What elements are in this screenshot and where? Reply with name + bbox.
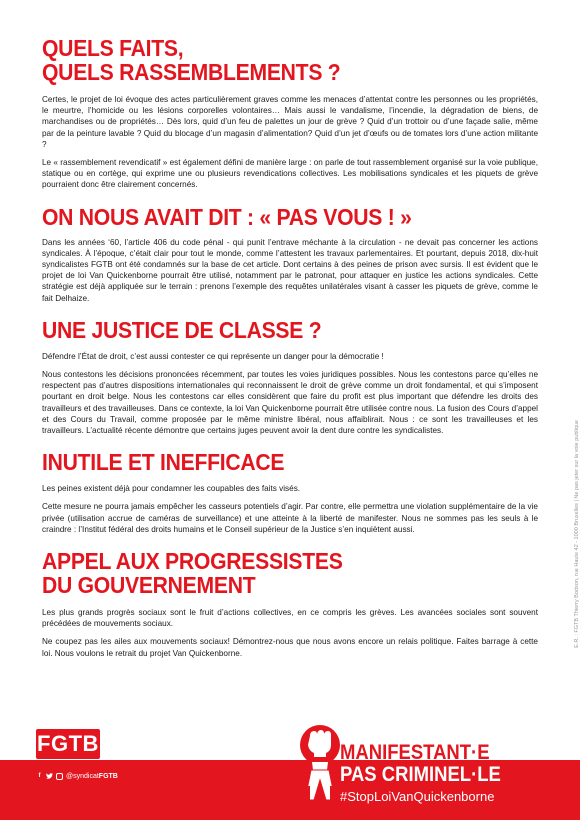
twitter-icon[interactable] — [46, 773, 53, 780]
article-body — [42, 36, 538, 659]
paragraph: Dans les années ‘60, l’article 406 du code pénal - qui punit l’entrave méchante à la circulation - ne devait pas concerner les actions syndicales. À l’époque, c’était clair pour tout le monde, comme l’attestent les travaux parlementaires. Et pourtant, depuis 2018, dix-huit syndicalistes FGTB ont été condamnés sur la base de cet article. Dont certains à des peines de prison avec sursis. Il est évident que le projet de loi Van Quickenborne pourrait être utilisé, notamment par le patronat, pour attaquer en justice les actions syndicales. Cette stratégie est déjà appliquée sur le terrain : prenons l’exemple des requêtes unilatérales visant à casser les piquets de grève, comme le fait Delhaize. — [42, 237, 538, 303]
publisher-note: E.R. : FGTB Thierry Bodson, rue Haute 42 - 1000 Bruxelles | Ne pas jeter sur la voie publique — [574, 420, 580, 648]
paragraph: Le « rassemblement revendicatif » est également défini de manière large : on parle de tout rassemblement organisé sur la voie publique, statique ou en cortège, qui exprime une ou plusieurs revendications collectives. Les mobilisations syndicales et les piquets de grève pourraient donc être clairement concernés. — [42, 158, 538, 190]
paragraph: Ne coupez pas les ailes aux mouvements sociaux! Démontrez-nous que nous avons encore un relais politique. Faites barrage à cette loi. Nous voulons le retrait du projet Van Quickenborne. — [42, 637, 538, 658]
section-title: QUELS FAITS, QUELS RASSEMBLEMENTS ? — [42, 35, 341, 85]
section-pas-vous — [42, 205, 538, 304]
section-faits — [42, 36, 538, 191]
hashtag[interactable]: #StopLoiVanQuickenborne — [340, 789, 495, 804]
slogan-line-2: PAS CRIMINEL·LE — [340, 763, 501, 786]
section-title: ON NOUS AVAIT DIT : « PAS VOUS ! » — [42, 203, 412, 230]
paragraph: Les peines existent déjà pour condamner les coupables des faits visés. — [42, 484, 301, 494]
section-justice — [42, 318, 538, 436]
section-title: INUTILE ET INEFFICACE — [42, 449, 285, 476]
section-title: UNE JUSTICE DE CLASSE ? — [42, 316, 322, 343]
facebook-icon[interactable]: f — [38, 773, 41, 779]
section-inutile — [42, 450, 538, 535]
paragraph: Défendre l’État de droit, c’est aussi contester ce qui représente un danger pour la démocratie ! — [42, 351, 384, 361]
paragraph: Certes, le projet de loi évoque des actes particulièrement graves comme les menaces d’attentat contre les personnes ou les propriétés, le meurtre, l’homicide ou les lésions corporelles volontaires… Mais aussi le vandalisme, l’incendie, la dégradation de biens, de marchandises ou de propriétés… Dès lors, quid d’un feu de palettes un jour de grève ? Quid d’un trottoir ou d’une façade salie, même par de la peinture lavable ? Quid du blocage d’un magasin d’alimentation? Quid d’un jet d’œufs ou de tomates lors d’une action militante ? — [42, 95, 538, 149]
paragraph: Cette mesure ne pourra jamais empêcher les casseurs potentiels d’agir. Par contre, elle permettra une violation supplémentaire de la vie privée (utilisation accrue de caméras de surveillance) et une atteinte à la liberté de manifester. Nous ne sommes pas les seuls à le craindre : l’Institut fédéral des droits humains et le Conseil supérieur de la Justice s’en inquiètent aussi. — [42, 502, 538, 534]
paragraph: Les plus grands progrès sociaux sont le fruit d’actions collectives, en ce compris les grèves. Les avancées sociales sont souvent précédées de mouvements sociaux. — [42, 608, 538, 629]
social-handle[interactable]: @syndicatFGTB — [66, 773, 118, 780]
paragraph: Nous contestons les décisions prononcées récemment, par toutes les voies juridiques possibles. Nous les contestons parce qu’elles ne respectent pas d’autres dispositions internationales qui reconnaissent le droit de grève comme un droit fondamental, et qui s’imposent pourtant en droit belge. Nous les contestons car elles considèrent que faire du profit est plus important que défendre les droits des travailleurs et des travailleuses. Dans ce contexte, la loi Van Quickenborne pourrait être utilisée contre nous. La fusion des Cours d’appel et des Cours du Travail, comme proposée par le même ministre libéral, nous affaiblirait. Nous : ce sont les travailleuses et les travailleurs. L’actualité récente démontre que certains juges peuvent avoir la dent dure contre les syndicalistes. — [42, 370, 538, 436]
fgtb-logo[interactable]: FGTB — [36, 729, 100, 759]
instagram-icon[interactable] — [56, 773, 63, 780]
slogan-line-1: MANIFESTANT·E — [340, 741, 490, 764]
section-appel — [42, 549, 538, 659]
social-links — [36, 773, 118, 780]
section-title: APPEL AUX PROGRESSISTES DU GOUVERNEMENT — [42, 548, 343, 599]
